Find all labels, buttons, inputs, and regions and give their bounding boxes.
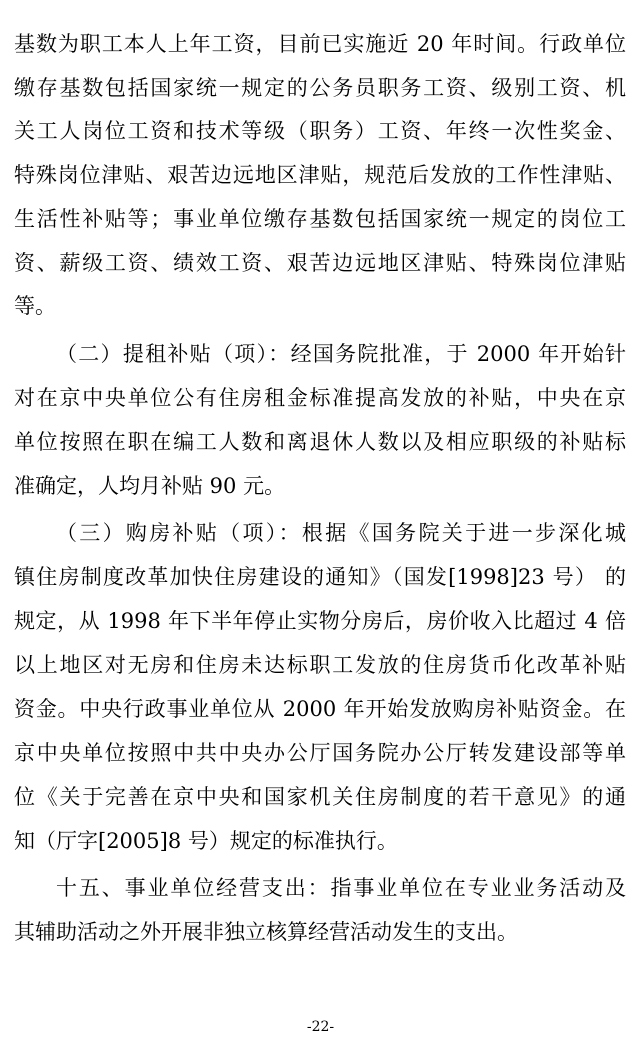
paragraph-line: 以上地区对无房和住房未达标职工发放的住房货币化改革补贴	[14, 653, 626, 677]
paragraph-line: 准确定，人均月补贴 90 元。	[14, 474, 286, 498]
paragraph-line: 位《关于完善在京中央和国家机关住房制度的若干意见》的通	[14, 785, 626, 809]
paragraph-line: 对在京中央单位公有住房租金标准提高发放的补贴，中央在京	[14, 386, 626, 410]
paragraph-line: 十五、事业单位经营支出：指事业单位在专业业务活动及	[56, 876, 626, 900]
paragraph-line: 镇住房制度改革加快住房建设的通知》（国发[1998]23 号） 的	[14, 565, 626, 589]
paragraph-line: 单位按照在职在编工人数和离退休人数以及相应职级的补贴标	[14, 430, 626, 454]
paragraph-line: 关工人岗位工资和技术等级（职务）工资、年终一次性奖金、	[14, 119, 626, 143]
paragraph-line: 知（厅字[2005]8 号）规定的标准执行。	[14, 829, 398, 853]
paragraph-line: 特殊岗位津贴、艰苦边远地区津贴，规范后发放的工作性津贴、	[14, 163, 626, 187]
paragraph-line: 缴存基数包括国家统一规定的公务员职务工资、级别工资、机	[14, 76, 626, 100]
page-number: -22-	[306, 1019, 335, 1035]
paragraph-line: 等。	[14, 294, 56, 318]
paragraph-line: 其辅助活动之外开展非独立核算经营活动发生的支出。	[14, 920, 518, 944]
paragraph-line: 京中央单位按照中共中央办公厅国务院办公厅转发建设部等单	[14, 741, 626, 765]
paragraph-line: 生活性补贴等；事业单位缴存基数包括国家统一规定的岗位工	[14, 207, 626, 231]
paragraph-line: （二）提租补贴（项）：经国务院批准，于 2000 年开始针	[56, 342, 626, 366]
paragraph-line: 规定，从 1998 年下半年停止实物分房后，房价收入比超过 4 倍	[14, 609, 626, 633]
paragraph-line: 资、薪级工资、绩效工资、艰苦边远地区津贴、特殊岗位津贴	[14, 251, 626, 275]
paragraph-line: 资金。中央行政事业单位从 2000 年开始发放购房补贴资金。在	[14, 697, 626, 721]
paragraph-line: （三）购房补贴（项）：根据《国务院关于进一步深化城	[56, 521, 626, 545]
paragraph-line: 基数为职工本人上年工资，目前已实施近 20 年时间。行政单位	[14, 32, 626, 56]
